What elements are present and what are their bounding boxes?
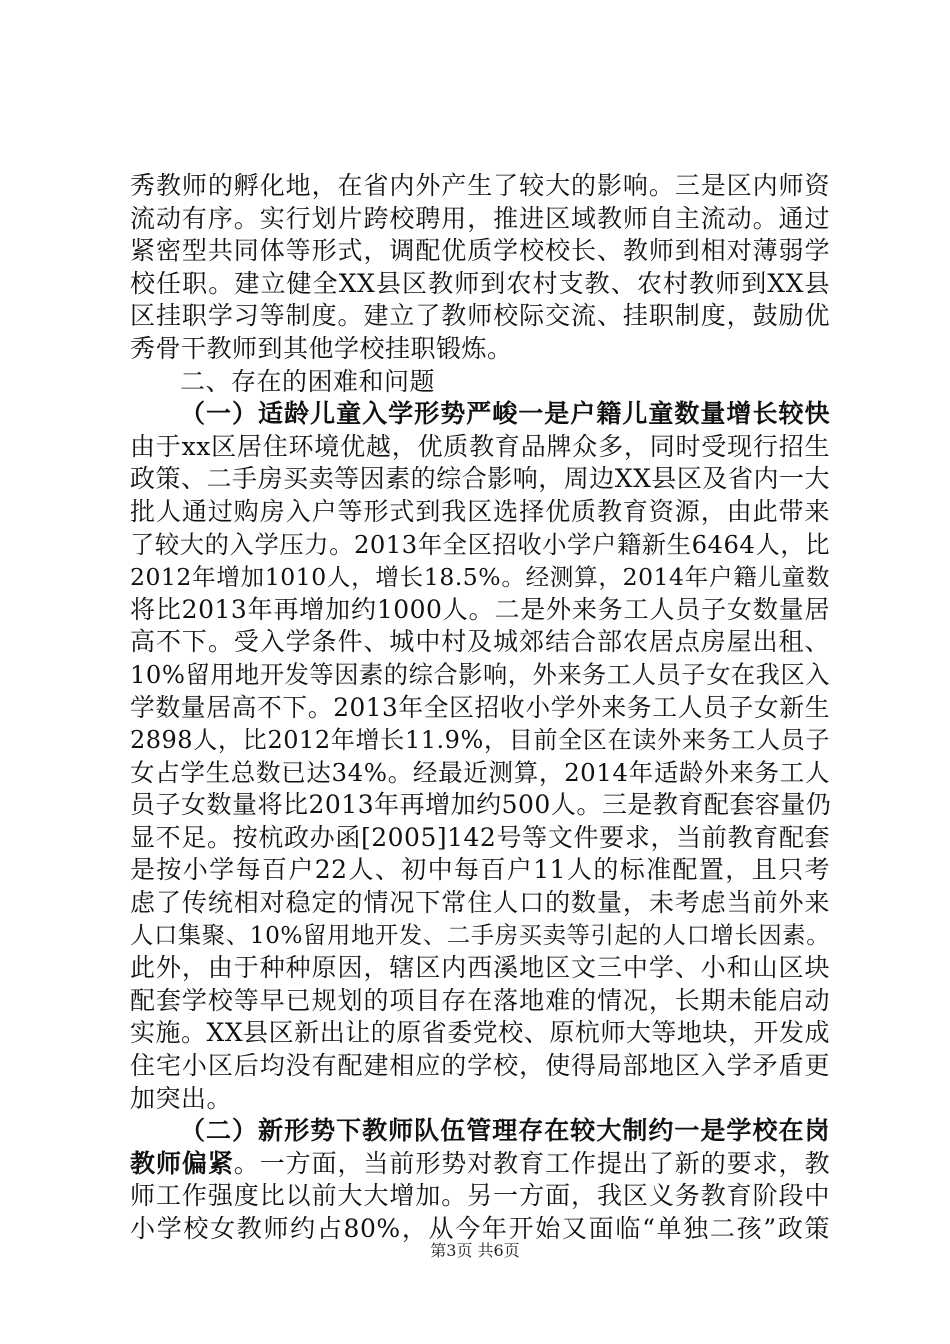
text-line: 将比2013年再增加约1000人。二是外来务工人员子女数量居	[130, 594, 830, 624]
text-line: 实施。XX县区新出让的原省委党校、原杭师大等地块，开发成	[130, 1018, 830, 1048]
text-line-mixed	[130, 1148, 830, 1181]
text-line: 住宅小区后均没有配建相应的学校，使得局部地区入学矛盾更	[130, 1051, 830, 1081]
page-number-footer: 第3页 共6页	[430, 1241, 520, 1260]
text-line: 政策、二手房买卖等因素的综合影响，周边XX县区及省内一大	[130, 464, 830, 494]
text-line: 秀教师的孵化地，在省内外产生了较大的影响。三是区内师资	[130, 171, 830, 200]
text-line: 加突出。	[130, 1083, 233, 1113]
text-line: 是按小学每百户22人、初中每百户11人的标准配置，且只考	[130, 855, 830, 885]
text-line: 女占学生总数已达34%。经最近测算，2014年适龄外来务工人	[130, 757, 830, 787]
text-line: 学数量居高不下。2013年全区招收小学外来务工人员子女新生	[130, 692, 830, 722]
text-line: 10%留用地开发等因素的综合影响，外来务工人员子女在我区入	[130, 659, 830, 689]
text-line: 显不足。按杭政办函[2005]142号等文件要求，当前教育配套	[130, 822, 830, 852]
text-line: 由于xx区居住环境优越，优质教育品牌众多，同时受现行招生	[130, 431, 830, 461]
text-line: 配套学校等早已规划的项目存在落地难的情况，长期未能启动	[130, 985, 830, 1015]
text-line: 区挂职学习等制度。建立了教师校际交流、挂职制度，鼓励优	[130, 301, 830, 331]
subheading-enrollment: （一）适龄儿童入学形势严峻一是户籍儿童数量增长较快	[180, 399, 830, 429]
subheading-teachers-continued: 教师偏紧	[130, 1148, 234, 1178]
subheading-teachers: （二）新形势下教师队伍管理存在较大制约一是学校在岗	[180, 1116, 830, 1146]
text-line: 员子女数量将比2013年再增加约500人。三是教育配套容量仍	[130, 790, 832, 820]
text-line: 校任职。建立健全XX县区教师到农村支教、农村教师到XX县	[130, 268, 830, 298]
section-heading: 二、存在的困难和问题	[180, 366, 436, 396]
text-line: 2012年增加1010人，增长18.5%。经测算，2014年户籍儿童数	[130, 563, 830, 592]
text-line: 流动有序。实行划片跨校聘用，推进区域教师自主流动。通过	[130, 203, 830, 233]
text-line: 小学校女教师约占80%，从今年开始又面临“单独二孩”政策	[130, 1214, 830, 1243]
text-line: 批人通过购房入户等形式到我区选择优质教育资源，由此带来	[130, 496, 830, 526]
text-line: 了较大的入学压力。2013年全区招收小学户籍新生6464人，比	[130, 529, 830, 559]
text-line: 高不下。受入学条件、城中村及城郊结合部农居点房屋出租、	[130, 627, 830, 657]
text-run: 。一方面，当前形势对教育工作提出了新的要求，教	[233, 1148, 830, 1178]
document-body	[130, 170, 830, 1246]
text-line: 虑了传统相对稳定的情况下常住人口的数量，未考虑当前外来	[130, 888, 830, 918]
text-line: 师工作强度比以前大大增加。另一方面，我区义务教育阶段中	[130, 1181, 830, 1211]
text-line: 此外，由于种种原因，辖区内西溪地区文三中学、小和山区块	[130, 953, 830, 983]
text-line: 2898人，比2012年增长11.9%，目前全区在读外来务工人员子	[130, 726, 830, 755]
text-line: 秀骨干教师到其他学校挂职锻炼。	[130, 333, 513, 363]
text-line: 人口集聚、10%留用地开发、二手房买卖等引起的人口增长因素。	[130, 921, 830, 949]
text-line: 紧密型共同体等形式，调配优质学校校长、教师到相对薄弱学	[130, 236, 830, 266]
